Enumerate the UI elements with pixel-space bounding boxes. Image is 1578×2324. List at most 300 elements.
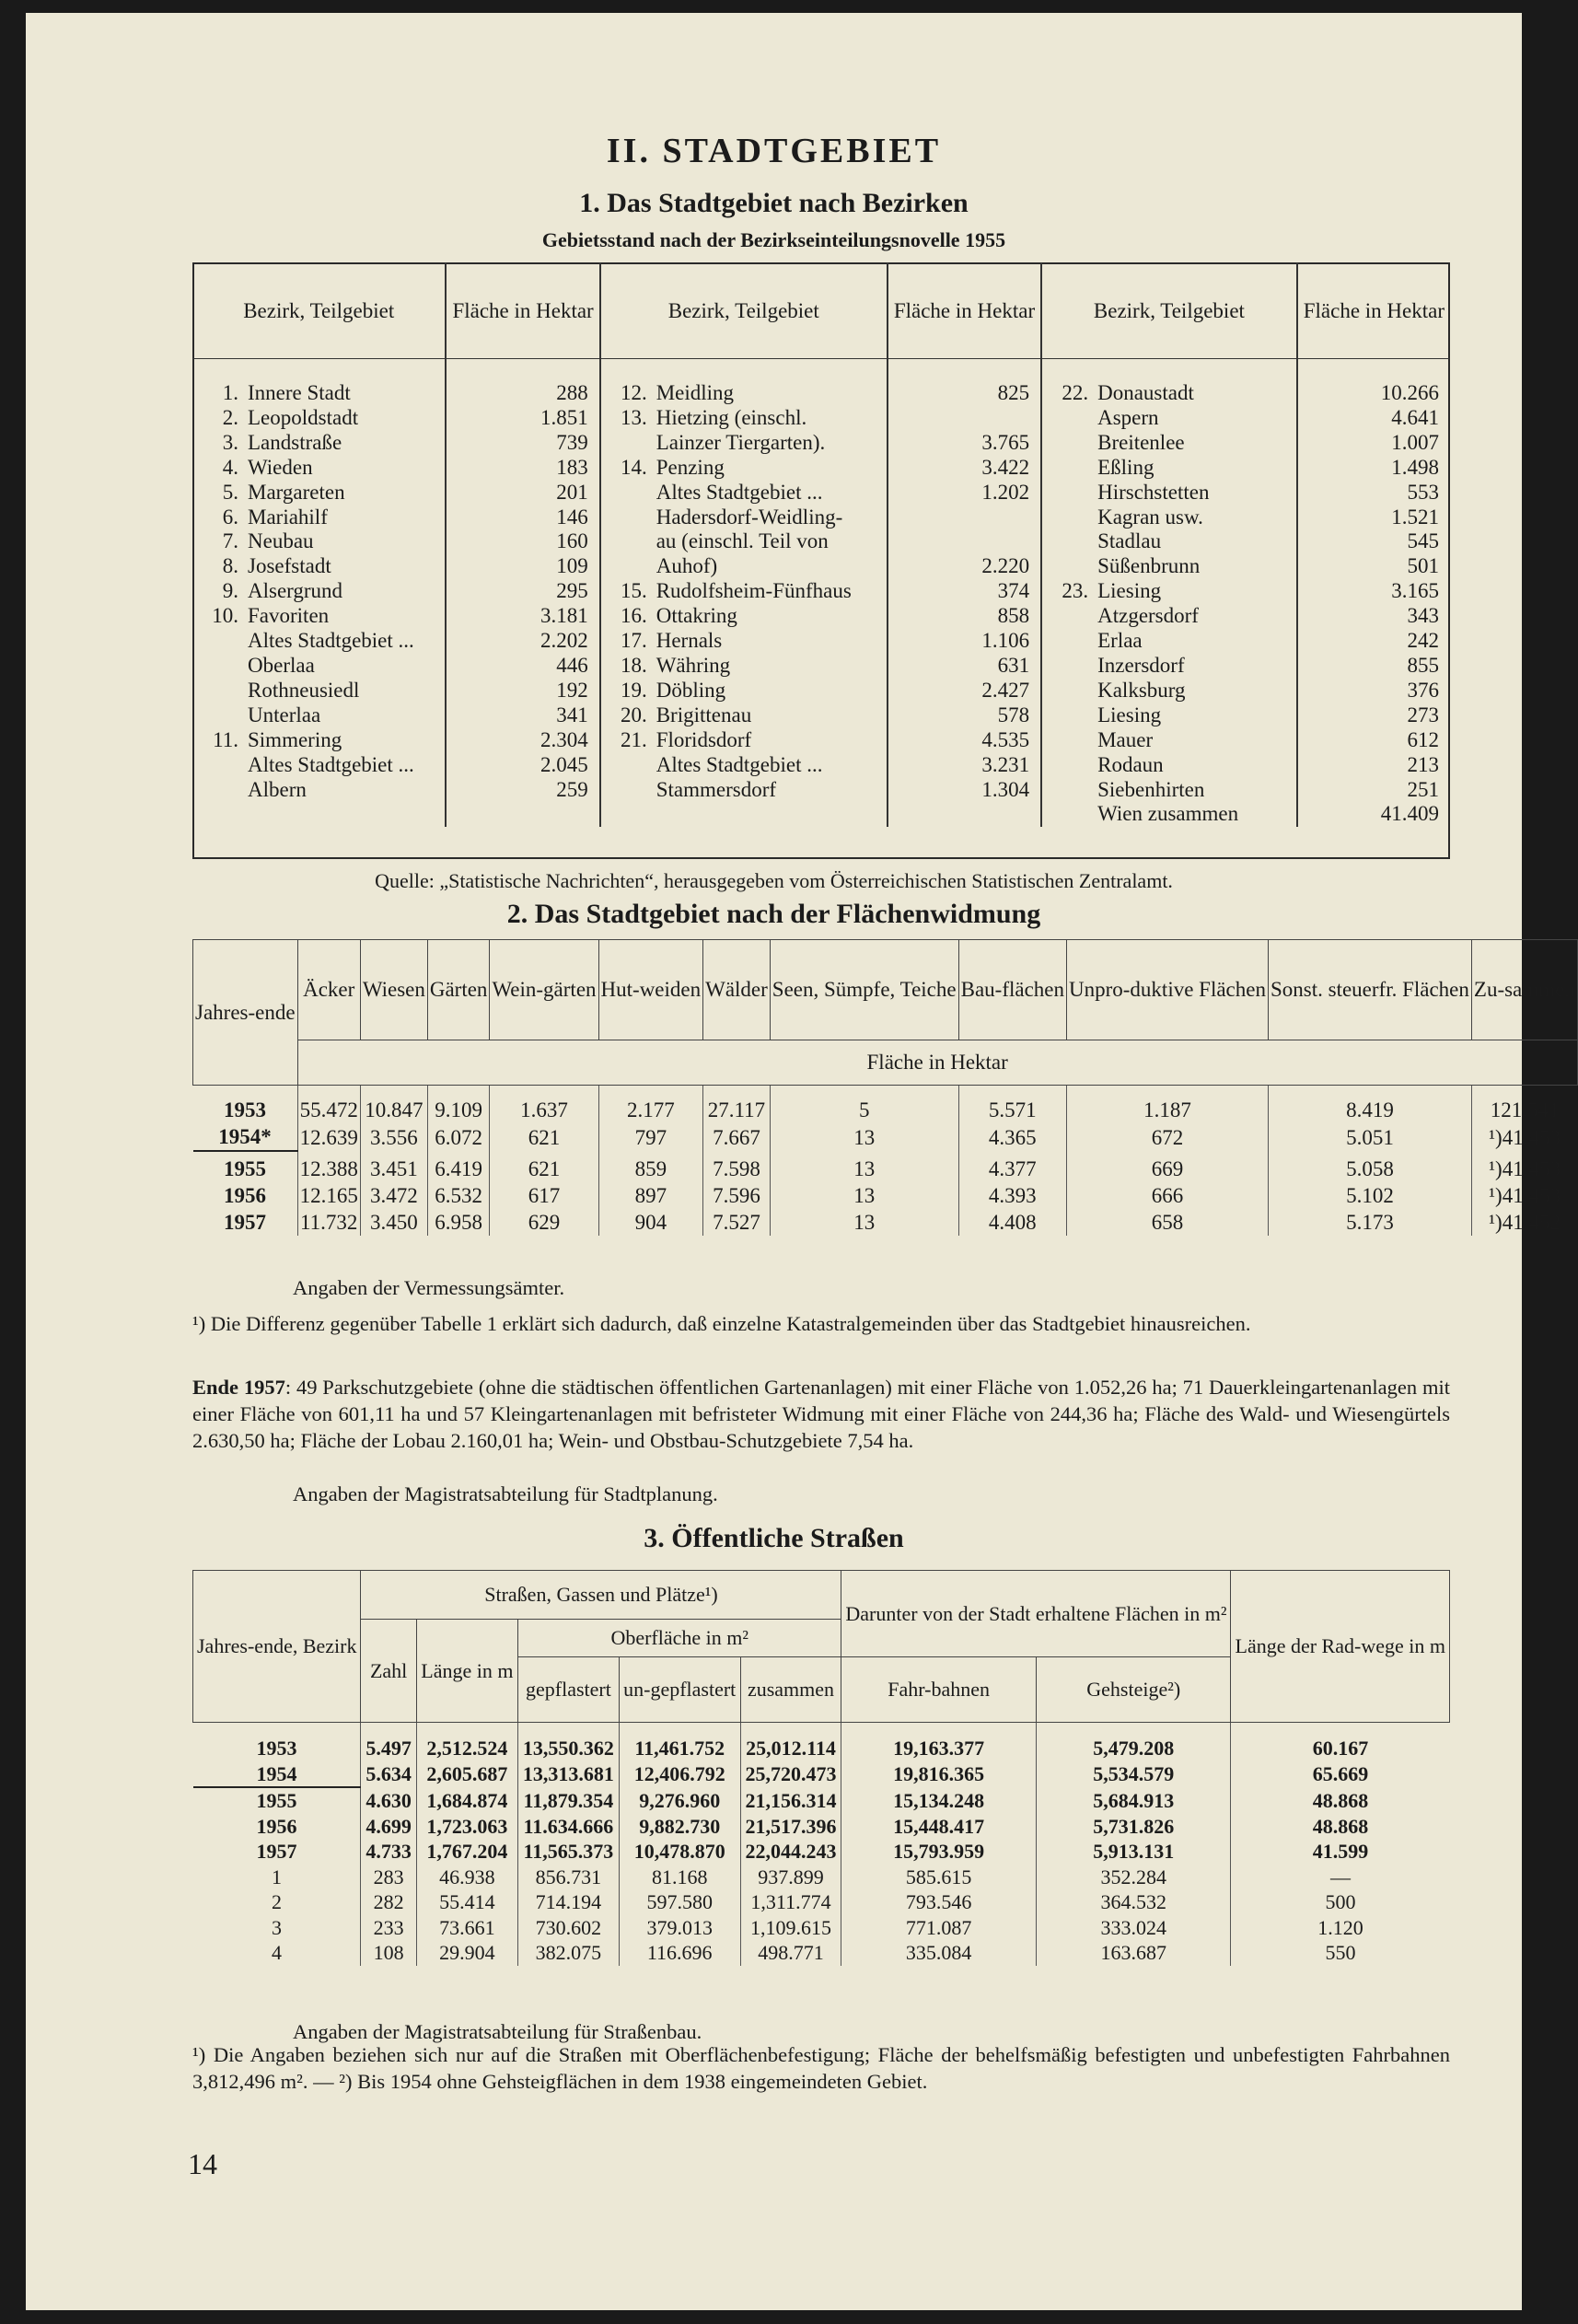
table-row bbox=[193, 1761, 1450, 1788]
bezirk-name: Ottakring bbox=[656, 604, 737, 628]
bezirk-name: Wien zusammen bbox=[1097, 802, 1239, 826]
h-jahr: Jahres-ende, Bezirk bbox=[193, 1571, 361, 1723]
bezirk-name: Alsergrund bbox=[248, 579, 343, 603]
flaeche-value: 146 bbox=[446, 505, 599, 530]
value-cell: 121.541 bbox=[1471, 1086, 1577, 1124]
col-bezirk-1: Bezirk, Teilgebiet bbox=[192, 262, 446, 359]
value-cell: 11.634.666 bbox=[518, 1814, 620, 1840]
bezirk-number: 7. bbox=[222, 529, 238, 553]
table3-footnote: ¹) Die Angaben beziehen sich nur auf die Straßen mit Oberflächenbefestigung; Fläche der behelfsmäßig befestigten und unbefestigten Fahrbahnen 3,812,496 m². — ²) Bis 1954 ohne Gehsteigflächen in dem 1938 eingemeindeten Gebiet. bbox=[192, 2043, 1450, 2093]
value-cell: 27.117 bbox=[703, 1086, 771, 1124]
value-cell: 4.377 bbox=[958, 1151, 1066, 1182]
bezirk-name: Rodaun bbox=[1097, 752, 1164, 776]
bezirk-name: Penzing bbox=[656, 455, 725, 479]
value-cell: 7.667 bbox=[703, 1123, 771, 1151]
value-cell: 21,517.396 bbox=[740, 1814, 841, 1840]
bezirk-name: Neubau bbox=[248, 529, 314, 553]
bezirk-number bbox=[192, 703, 242, 728]
flaeche-value: 160 bbox=[446, 529, 599, 554]
value-cell: 29.904 bbox=[416, 1940, 517, 1966]
value-cell: 13,313.681 bbox=[518, 1761, 620, 1788]
bezirk-name: Kagran usw. bbox=[1097, 505, 1203, 529]
col-header: Wein-gärten bbox=[490, 940, 598, 1040]
value-cell: 55.414 bbox=[416, 1889, 517, 1915]
flaeche-value: 2.045 bbox=[446, 753, 599, 778]
unit-row: Fläche in Hektar bbox=[297, 1040, 1577, 1086]
bezirk-name: Währing bbox=[656, 653, 731, 677]
flaeche-value: 1.851 bbox=[446, 406, 599, 431]
flaeche-value: 201 bbox=[446, 481, 599, 505]
value-cell: 13,550.362 bbox=[518, 1723, 620, 1761]
flaeche-value: 4.641 bbox=[1297, 406, 1450, 431]
bezirk-number bbox=[1041, 431, 1092, 456]
value-cell: 282 bbox=[361, 1889, 416, 1915]
document-page bbox=[26, 13, 1575, 2310]
value-cell: 9,882.730 bbox=[619, 1814, 740, 1840]
bezirke-table bbox=[192, 262, 1450, 827]
value-cell: — bbox=[1231, 1865, 1450, 1890]
table-row bbox=[192, 753, 1450, 778]
bezirk-number bbox=[1041, 456, 1092, 481]
value-cell: 672 bbox=[1067, 1123, 1269, 1151]
col-header: Zu-sammen bbox=[1471, 940, 1577, 1040]
bezirk-number bbox=[1041, 753, 1092, 778]
value-cell: ¹)41.453 bbox=[1471, 1151, 1577, 1182]
col-header: Wiesen bbox=[360, 940, 427, 1040]
value-cell: 730.602 bbox=[518, 1915, 620, 1941]
value-cell: 12.639 bbox=[297, 1123, 360, 1151]
flaeche-value: 1.106 bbox=[888, 629, 1041, 654]
bezirk-number bbox=[600, 529, 651, 554]
bezirk-name: Hietzing (einschl. bbox=[656, 405, 807, 429]
bezirk-name: Margareten bbox=[248, 480, 345, 504]
h-gehsteige: Gehsteige²) bbox=[1036, 1657, 1231, 1723]
value-cell: 21,156.314 bbox=[740, 1787, 841, 1814]
flaeche-value: 374 bbox=[888, 579, 1041, 604]
col-bezirk-3: Bezirk, Teilgebiet bbox=[1041, 262, 1297, 359]
flaeche-value: 578 bbox=[888, 703, 1041, 728]
flaeche-value: 1.007 bbox=[1297, 431, 1450, 456]
flaeche-value: 858 bbox=[888, 604, 1041, 629]
value-cell: 4.699 bbox=[361, 1814, 416, 1840]
value-cell: 6.958 bbox=[427, 1209, 490, 1236]
bezirk-name: Simmering bbox=[248, 727, 342, 751]
bezirk-number bbox=[1041, 481, 1092, 505]
table-row bbox=[193, 1151, 1578, 1182]
value-cell: 3.472 bbox=[360, 1182, 427, 1209]
table-row bbox=[192, 654, 1450, 679]
section1-title: 1. Das Stadtgebiet nach Bezirken bbox=[579, 188, 969, 218]
value-cell: ¹)41.453 bbox=[1471, 1123, 1577, 1151]
h-radwege: Länge der Rad-wege in m bbox=[1231, 1571, 1450, 1723]
bezirk-name: Lainzer Tiergarten). bbox=[656, 430, 826, 454]
value-cell: 617 bbox=[490, 1182, 598, 1209]
value-cell: 12.388 bbox=[297, 1151, 360, 1182]
col-flaeche-2: Fläche in Hektar bbox=[888, 262, 1041, 359]
year-cell: 1954 bbox=[193, 1761, 361, 1788]
h-strassen: Straßen, Gassen und Plätze¹) bbox=[361, 1571, 841, 1620]
value-cell: 382.075 bbox=[518, 1940, 620, 1966]
table-row bbox=[192, 778, 1450, 803]
flaeche-value bbox=[888, 505, 1041, 530]
flaeche-value: 1.202 bbox=[888, 481, 1041, 505]
value-cell: 714.194 bbox=[518, 1889, 620, 1915]
flaeche-value: 3.181 bbox=[446, 604, 599, 629]
year-cell: 1956 bbox=[256, 1814, 297, 1838]
bezirk-name: Siebenhirten bbox=[1097, 777, 1205, 801]
flaechenwidmung-table bbox=[192, 939, 1578, 1236]
col-flaeche-1: Fläche in Hektar bbox=[446, 262, 599, 359]
bezirk-number bbox=[600, 431, 651, 456]
bezirk-name: Stadlau bbox=[1097, 529, 1162, 553]
bezirk-number: 12. bbox=[600, 381, 651, 406]
value-cell: ¹)41.453 bbox=[1471, 1182, 1577, 1209]
bezirk-number bbox=[192, 629, 242, 654]
col-header: Seen, Sümpfe, Teiche bbox=[770, 940, 958, 1040]
flaeche-value: 109 bbox=[446, 554, 599, 579]
table-row bbox=[192, 604, 1450, 629]
bezirk-name: Mariahilf bbox=[248, 505, 328, 529]
value-cell: 233 bbox=[361, 1915, 416, 1941]
bezirk-number bbox=[192, 802, 242, 827]
bezirk-name: Liesing bbox=[1097, 703, 1162, 726]
h-gepflastert: gepflastert bbox=[518, 1657, 620, 1723]
value-cell: 335.084 bbox=[841, 1940, 1037, 1966]
bezirk-name: Stammersdorf bbox=[656, 777, 777, 801]
flaeche-value: 41.409 bbox=[1297, 802, 1450, 827]
value-cell: 669 bbox=[1067, 1151, 1269, 1182]
bezirk-number: 20. bbox=[600, 703, 651, 728]
flaeche-value: 295 bbox=[446, 579, 599, 604]
flaeche-value bbox=[888, 406, 1041, 431]
bezirk-name: au (einschl. Teil von bbox=[656, 529, 829, 553]
bezirk-number bbox=[1041, 505, 1092, 530]
flaeche-value: 259 bbox=[446, 778, 599, 803]
bezirk-number: 9. bbox=[222, 579, 238, 603]
flaeche-value: 1.304 bbox=[888, 778, 1041, 803]
bezirk-number bbox=[192, 679, 242, 703]
table-row bbox=[192, 456, 1450, 481]
value-cell: 1,311.774 bbox=[740, 1889, 841, 1915]
value-cell: 9.109 bbox=[427, 1086, 490, 1124]
flaeche-value: 183 bbox=[446, 456, 599, 481]
bezirk-name: Altes Stadtgebiet ... bbox=[248, 629, 414, 653]
col-header: Bau-flächen bbox=[958, 940, 1066, 1040]
flaeche-value: 288 bbox=[446, 381, 599, 406]
value-cell: 15,448.417 bbox=[841, 1814, 1037, 1840]
bezirk-number bbox=[1041, 703, 1092, 728]
bezirk-number bbox=[600, 778, 651, 803]
table-row bbox=[193, 1086, 1578, 1124]
bezirk-name: Innere Stadt bbox=[248, 381, 351, 404]
bezirk-name: Brigittenau bbox=[656, 703, 752, 726]
section1-subtitle: Gebietsstand nach der Bezirkseinteilungsnovelle 1955 bbox=[541, 228, 1006, 251]
strassen-table bbox=[192, 1570, 1450, 1966]
bezirk-name: Oberlaa bbox=[248, 653, 315, 677]
bezirk-name: Altes Stadtgebiet ... bbox=[656, 480, 823, 504]
flaeche-value: 4.535 bbox=[888, 728, 1041, 753]
bezirk-number bbox=[1041, 728, 1092, 753]
bezirk-number: 2. bbox=[222, 405, 238, 429]
flaeche-value: 501 bbox=[1297, 554, 1450, 579]
bezirk-number bbox=[192, 753, 242, 778]
bezirk-number: 3. bbox=[222, 430, 238, 454]
bezirk-name: Liesing bbox=[1097, 579, 1162, 603]
value-cell: 333.024 bbox=[1036, 1915, 1231, 1941]
col-header: Äcker bbox=[297, 940, 360, 1040]
bezirk-name: Josefstadt bbox=[248, 554, 331, 578]
bezirk-name: Erlaa bbox=[1097, 629, 1143, 653]
value-cell: 5,913.131 bbox=[1036, 1839, 1231, 1865]
value-cell: 2,605.687 bbox=[416, 1761, 517, 1788]
flaeche-value: 2.202 bbox=[446, 629, 599, 654]
value-cell: 9,276.960 bbox=[619, 1787, 740, 1814]
value-cell: 6.072 bbox=[427, 1123, 490, 1151]
table-row bbox=[192, 406, 1450, 431]
year-cell: 1953 bbox=[256, 1737, 297, 1760]
flaeche-value: 3.422 bbox=[888, 456, 1041, 481]
value-cell: 13 bbox=[770, 1209, 958, 1236]
year-cell: 1955 bbox=[224, 1157, 267, 1180]
value-cell: 11,461.752 bbox=[619, 1723, 740, 1761]
value-cell: 41.599 bbox=[1231, 1839, 1450, 1865]
table-row bbox=[192, 679, 1450, 703]
h-darunter: Darunter von der Stadt erhaltene Flächen in m² bbox=[841, 1571, 1231, 1657]
h-fahrbahnen: Fahr-bahnen bbox=[841, 1657, 1037, 1723]
year-cell: 1954* bbox=[193, 1123, 298, 1151]
value-cell: 859 bbox=[598, 1151, 703, 1182]
value-cell: 5.571 bbox=[958, 1086, 1066, 1124]
value-cell: 897 bbox=[598, 1182, 703, 1209]
flaeche-value: 341 bbox=[446, 703, 599, 728]
table-row bbox=[192, 802, 1450, 827]
value-cell: 550 bbox=[1231, 1940, 1450, 1966]
flaeche-value: 376 bbox=[1297, 679, 1450, 703]
value-cell: 597.580 bbox=[619, 1889, 740, 1915]
bezirk-name: Döbling bbox=[656, 678, 726, 702]
value-cell: 1.637 bbox=[490, 1086, 598, 1124]
value-cell: 7.596 bbox=[703, 1182, 771, 1209]
value-cell: 4.393 bbox=[958, 1182, 1066, 1209]
bezirk-name: Favoriten bbox=[248, 604, 330, 628]
value-cell: 856.731 bbox=[518, 1865, 620, 1890]
value-cell: 379.013 bbox=[619, 1915, 740, 1941]
note-label: Ende 1957 bbox=[192, 1376, 285, 1399]
value-cell: 5.634 bbox=[361, 1761, 416, 1788]
bezirk-name: Rothneusiedl bbox=[248, 678, 360, 702]
year-cell: 1957 bbox=[224, 1211, 267, 1234]
year-cell: 3 bbox=[271, 1915, 282, 1939]
flaeche-value: 213 bbox=[1297, 753, 1450, 778]
value-cell: 15,134.248 bbox=[841, 1787, 1037, 1814]
value-cell: 19,816.365 bbox=[841, 1761, 1037, 1788]
flaeche-value: 825 bbox=[888, 381, 1041, 406]
flaeche-value: 192 bbox=[446, 679, 599, 703]
bezirk-name: Donaustadt bbox=[1097, 381, 1194, 404]
bezirk-number: 5. bbox=[222, 480, 238, 504]
value-cell: 4.365 bbox=[958, 1123, 1066, 1151]
table-row bbox=[192, 431, 1450, 456]
col-flaeche-3: Fläche in Hektar bbox=[1297, 262, 1450, 359]
bezirk-name: Atzgersdorf bbox=[1097, 604, 1199, 628]
bezirk-number: 4. bbox=[222, 455, 238, 479]
year-cell: 1955 bbox=[256, 1789, 297, 1812]
section3-title: 3. Öffentliche Straßen bbox=[644, 1523, 904, 1553]
value-cell: 3.556 bbox=[360, 1123, 427, 1151]
value-cell: 352.284 bbox=[1036, 1865, 1231, 1890]
bezirk-name: Altes Stadtgebiet ... bbox=[656, 752, 823, 776]
year-cell: 2 bbox=[271, 1890, 282, 1913]
value-cell: 1.120 bbox=[1231, 1915, 1450, 1941]
value-cell: 7.598 bbox=[703, 1151, 771, 1182]
bezirk-name: Unterlaa bbox=[248, 703, 321, 726]
bezirk-name bbox=[242, 802, 446, 827]
table-row bbox=[192, 728, 1450, 753]
flaeche-value: 273 bbox=[1297, 703, 1450, 728]
col-bezirk-2: Bezirk, Teilgebiet bbox=[600, 262, 888, 359]
bezirk-number bbox=[192, 778, 242, 803]
value-cell: 12,406.792 bbox=[619, 1761, 740, 1788]
value-cell: ¹)41.452 bbox=[1471, 1209, 1577, 1236]
value-cell: 5,731.826 bbox=[1036, 1814, 1231, 1840]
bezirk-name: Floridsdorf bbox=[656, 727, 752, 751]
bezirk-number: 6. bbox=[222, 505, 238, 529]
value-cell: 4.408 bbox=[958, 1209, 1066, 1236]
flaeche-value: 251 bbox=[1297, 778, 1450, 803]
bezirk-number: 13. bbox=[600, 406, 651, 431]
table-row bbox=[193, 1889, 1450, 1915]
value-cell: 7.527 bbox=[703, 1209, 771, 1236]
value-cell: 4.733 bbox=[361, 1839, 416, 1865]
bezirk-number: 14. bbox=[600, 456, 651, 481]
value-cell: 4.630 bbox=[361, 1787, 416, 1814]
flaeche-value bbox=[888, 802, 1041, 827]
flaeche-value: 242 bbox=[1297, 629, 1450, 654]
table-row bbox=[193, 1865, 1450, 1890]
value-cell: 585.615 bbox=[841, 1865, 1037, 1890]
value-cell: 2.177 bbox=[598, 1086, 703, 1124]
page-number: 14 bbox=[188, 2147, 217, 2180]
bezirk-name: Leopoldstadt bbox=[248, 405, 359, 429]
flaeche-value: 545 bbox=[1297, 529, 1450, 554]
value-cell: 771.087 bbox=[841, 1915, 1037, 1941]
bezirk-name: Kalksburg bbox=[1097, 678, 1186, 702]
bezirk-number: 22. bbox=[1041, 381, 1092, 406]
value-cell: 11,565.373 bbox=[518, 1839, 620, 1865]
value-cell: 621 bbox=[490, 1151, 598, 1182]
bezirk-number: 21. bbox=[600, 728, 651, 753]
year-cell: 1 bbox=[271, 1865, 282, 1888]
bezirk-name: Breitenlee bbox=[1097, 430, 1185, 454]
bezirk-name: Aspern bbox=[1097, 405, 1159, 429]
bezirk-number bbox=[600, 481, 651, 505]
table-row bbox=[192, 505, 1450, 530]
bezirk-name: Hernals bbox=[656, 629, 723, 653]
year-cell: 1957 bbox=[256, 1840, 297, 1863]
bezirk-number: 11. bbox=[213, 727, 238, 751]
value-cell: 25,720.473 bbox=[740, 1761, 841, 1788]
value-cell: 11.732 bbox=[297, 1209, 360, 1236]
bezirk-number bbox=[1041, 654, 1092, 679]
bezirk-number bbox=[600, 505, 651, 530]
bezirk-name: Landstraße bbox=[248, 430, 342, 454]
col-header: Wälder bbox=[703, 940, 771, 1040]
year-cell: 1956 bbox=[224, 1184, 267, 1207]
flaeche-value: 343 bbox=[1297, 604, 1450, 629]
table-row bbox=[193, 1723, 1450, 1761]
value-cell: 5,684.913 bbox=[1036, 1787, 1231, 1814]
flaeche-value: 739 bbox=[446, 431, 599, 456]
flaeche-value: 10.266 bbox=[1297, 381, 1450, 406]
bezirk-name: Wieden bbox=[248, 455, 313, 479]
value-cell: 10.847 bbox=[360, 1086, 427, 1124]
table-row bbox=[193, 1940, 1450, 1966]
flaeche-value: 1.521 bbox=[1297, 505, 1450, 530]
bezirk-number: 23. bbox=[1041, 579, 1092, 604]
value-cell: 5 bbox=[770, 1086, 958, 1124]
value-cell: 937.899 bbox=[740, 1865, 841, 1890]
col-header: Sonst. steuerfr. Flächen bbox=[1268, 940, 1471, 1040]
bezirk-number: 1. bbox=[222, 381, 238, 404]
value-cell: 1,767.204 bbox=[416, 1839, 517, 1865]
value-cell: 621 bbox=[490, 1123, 598, 1151]
table-row bbox=[193, 1182, 1578, 1209]
value-cell: 163.687 bbox=[1036, 1940, 1231, 1966]
table2-footnote: ¹) Die Differenz gegenüber Tabelle 1 erklärt sich dadurch, daß einzelne Katastralgemeinden über das Stadtgebiet hinausreichen. bbox=[192, 1312, 1251, 1335]
value-cell: 13 bbox=[770, 1123, 958, 1151]
value-cell: 797 bbox=[598, 1123, 703, 1151]
table-row bbox=[193, 1814, 1450, 1840]
flaeche-value bbox=[446, 802, 599, 827]
value-cell: 73.661 bbox=[416, 1915, 517, 1941]
col-header: Hut-weiden bbox=[598, 940, 703, 1040]
value-cell: 10,478.870 bbox=[619, 1839, 740, 1865]
h-oberflaeche: Oberfläche in m² bbox=[518, 1620, 841, 1657]
value-cell: 5.058 bbox=[1268, 1151, 1471, 1182]
bezirk-number bbox=[1041, 604, 1092, 629]
bezirk-number: 15. bbox=[600, 579, 651, 604]
h-laenge: Länge in m bbox=[416, 1620, 517, 1723]
table-row bbox=[192, 554, 1450, 579]
flaeche-value: 3.765 bbox=[888, 431, 1041, 456]
bezirk-name: Albern bbox=[248, 777, 307, 801]
value-cell: 55.472 bbox=[297, 1086, 360, 1124]
value-cell: 5.173 bbox=[1268, 1209, 1471, 1236]
value-cell: 3.450 bbox=[360, 1209, 427, 1236]
table-row bbox=[192, 529, 1450, 554]
value-cell: 46.938 bbox=[416, 1865, 517, 1890]
bezirk-name: Altes Stadtgebiet ... bbox=[248, 752, 414, 776]
value-cell: 81.168 bbox=[619, 1865, 740, 1890]
bezirk-number bbox=[600, 554, 651, 579]
flaeche-value: 3.231 bbox=[888, 753, 1041, 778]
bezirk-number bbox=[1041, 406, 1092, 431]
flaeche-value: 446 bbox=[446, 654, 599, 679]
value-cell: 5,479.208 bbox=[1036, 1723, 1231, 1761]
value-cell: 13 bbox=[770, 1151, 958, 1182]
bezirk-name: Eßling bbox=[1097, 455, 1154, 479]
table-row bbox=[193, 1915, 1450, 1941]
value-cell: 11,879.354 bbox=[518, 1787, 620, 1814]
value-cell: 25,012.114 bbox=[740, 1723, 841, 1761]
value-cell: 1,109.615 bbox=[740, 1915, 841, 1941]
value-cell: 500 bbox=[1231, 1889, 1450, 1915]
value-cell: 116.696 bbox=[619, 1940, 740, 1966]
value-cell: 5.102 bbox=[1268, 1182, 1471, 1209]
year-cell: 1953 bbox=[224, 1098, 267, 1121]
flaeche-value bbox=[888, 529, 1041, 554]
value-cell: 8.419 bbox=[1268, 1086, 1471, 1124]
